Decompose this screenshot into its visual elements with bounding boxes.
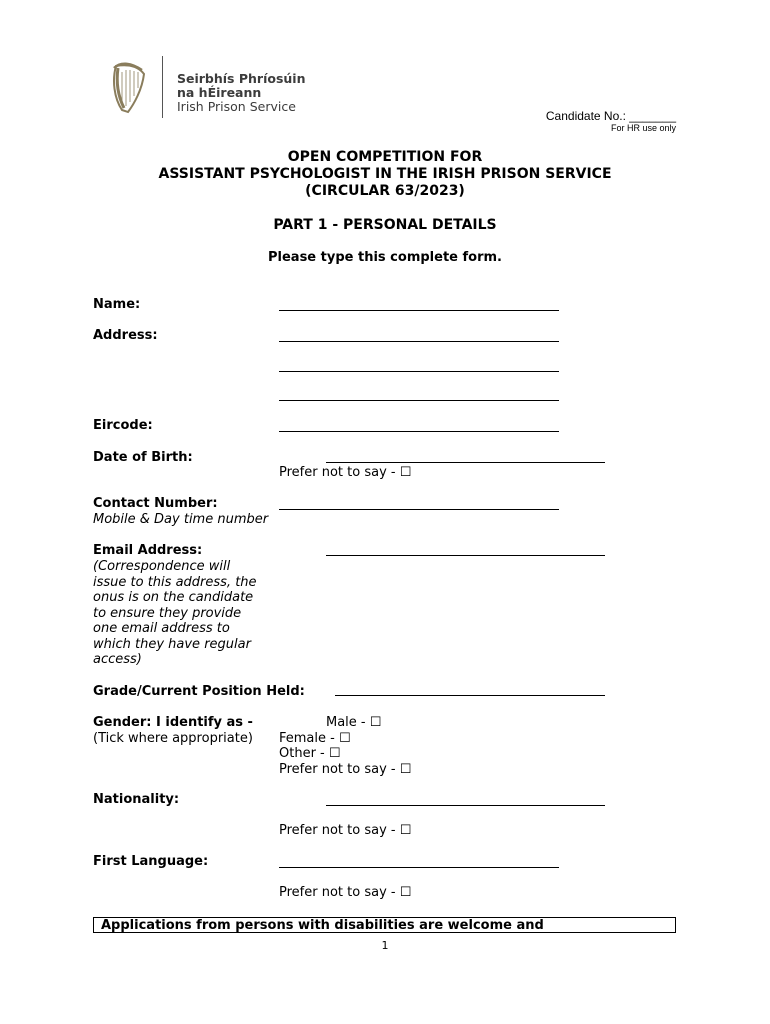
page-number: 1 (381, 939, 389, 952)
nationality-field[interactable] (326, 805, 605, 806)
address-field-3[interactable] (279, 400, 559, 401)
email-label: Email Address: (93, 543, 203, 558)
logo-line-irish-1: Seirbhís Phríosúin (177, 71, 306, 86)
title-line-3: (CIRCULAR 63/2023) (305, 183, 465, 199)
logo-line-english: Irish Prison Service (177, 99, 296, 114)
logo-divider (162, 56, 163, 118)
contact-sublabel: Mobile & Day time number (93, 512, 269, 527)
first-language-label: First Language: (93, 854, 209, 869)
disability-notice-box (93, 917, 676, 933)
gender-sublabel: (Tick where appropriate) (93, 731, 253, 746)
disability-notice-text: Applications from persons with disabilities are welcome and (101, 918, 544, 933)
email-note-line: onus is on the candidate (93, 590, 254, 605)
logo-line-irish-2: na hÉireann (177, 85, 262, 100)
eircode-field[interactable] (279, 431, 559, 432)
name-field[interactable] (279, 310, 559, 311)
address-label: Address: (93, 328, 158, 343)
title-line-2: ASSISTANT PSYCHOLOGIST IN THE IRISH PRISON SERVICE (158, 166, 612, 182)
email-field[interactable] (326, 555, 605, 556)
email-note-line: which they have regular (93, 636, 251, 652)
nationality-label: Nationality: (93, 792, 180, 807)
part-heading: PART 1 - PERSONAL DETAILS (273, 217, 497, 233)
email-note-line: (Correspondence will (93, 559, 231, 574)
instruction-text: Please type this complete form. (268, 250, 502, 265)
dob-prefer-not-checkbox[interactable]: Prefer not to say - ☐ (279, 465, 412, 480)
gender-option-prefer-not[interactable]: Prefer not to say - ☐ (279, 762, 412, 777)
email-note-line: issue to this address, the (93, 574, 257, 590)
logo-text (177, 72, 305, 114)
address-field-1[interactable] (279, 341, 559, 342)
hr-use-note: For HR use only (610, 123, 676, 133)
grade-label: Grade/Current Position Held: (93, 684, 305, 699)
email-note-line: access) (93, 652, 142, 667)
first-language-field[interactable] (279, 867, 559, 868)
dob-label: Date of Birth: (93, 450, 193, 465)
dob-field[interactable] (326, 462, 605, 463)
eircode-label: Eircode: (93, 418, 153, 433)
harp-logo (108, 60, 148, 114)
name-label: Name: (93, 297, 141, 312)
contact-field[interactable] (279, 509, 559, 510)
nationality-prefer-not-checkbox[interactable]: Prefer not to say - ☐ (279, 823, 412, 838)
candidate-number: Candidate No.: _______ (545, 109, 676, 123)
title-line-1: OPEN COMPETITION FOR (287, 149, 483, 165)
gender-label: Gender: I identify as - (93, 715, 253, 730)
grade-field[interactable] (335, 695, 605, 696)
address-field-2[interactable] (279, 371, 559, 372)
gender-option-other[interactable]: Other - ☐ (279, 746, 341, 761)
email-note (93, 559, 257, 668)
gender-option-male[interactable]: Male - ☐ (326, 715, 382, 730)
email-note-line: to ensure they provide (93, 605, 242, 621)
first-language-prefer-not-checkbox[interactable]: Prefer not to say - ☐ (279, 885, 412, 900)
gender-option-female[interactable]: Female - ☐ (279, 731, 351, 746)
email-note-line: one email address to (93, 621, 230, 636)
contact-label: Contact Number: (93, 496, 218, 511)
